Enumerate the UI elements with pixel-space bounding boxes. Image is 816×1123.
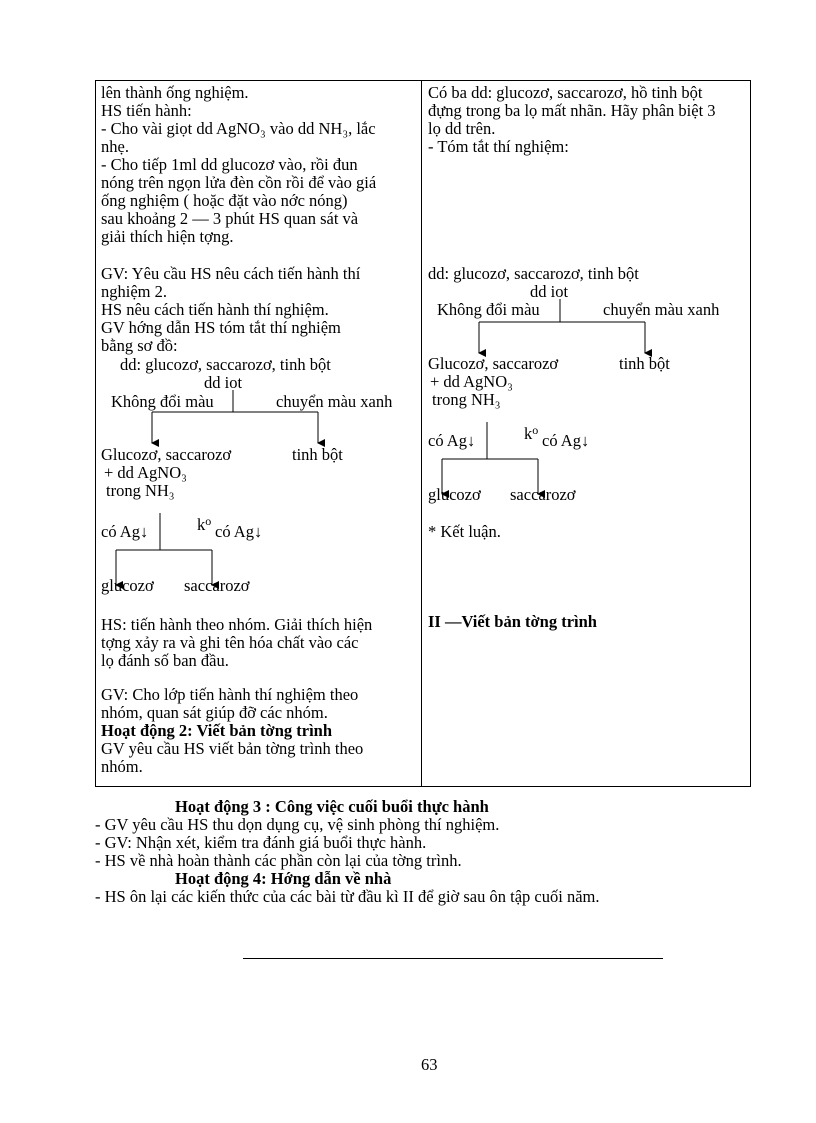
text-line: GV: Cho lớp tiến hành thí nghiệm theo bbox=[101, 685, 359, 704]
text-line: lọ đánh số ban đầu. bbox=[101, 651, 229, 670]
text-line: GV hớng dẫn HS tóm tắt thí nghiệm bbox=[101, 318, 341, 337]
diagram-sucrose: saccarozơ bbox=[510, 485, 576, 504]
text-line: nhóm, quan sát giúp đỡ các nhóm. bbox=[101, 703, 328, 722]
diagram-no-change: Không đổi màu bbox=[111, 392, 214, 411]
diagram-in-nh3: trong NH₃ bbox=[432, 390, 501, 409]
activity-2-heading: Hoạt động 2: Viết bản tờng trình bbox=[101, 721, 332, 740]
diagram-sucrose: saccarozơ bbox=[184, 576, 250, 595]
diagram-has-ag: có Ag↓ bbox=[101, 522, 149, 541]
separator-line bbox=[243, 958, 663, 959]
text-line: lên thành ống nghiệm. bbox=[101, 83, 249, 102]
text-line: - GV: Nhận xét, kiểm tra đánh giá buổi thực hành. bbox=[95, 833, 427, 852]
text-line: nghiệm 2. bbox=[101, 282, 167, 301]
diagram-starch: tinh bột bbox=[292, 445, 343, 464]
text-line: - Cho tiếp 1ml dd glucozơ vào, rồi đun bbox=[101, 155, 358, 174]
text-line: lọ dd trên. bbox=[428, 119, 496, 138]
text-line: HS: tiến hành theo nhóm. Giải thích hiện bbox=[101, 615, 373, 634]
no-ag-k: k bbox=[197, 515, 206, 534]
diagram-top: dd: glucozơ, saccarozơ, tinh bột bbox=[120, 355, 331, 374]
text-line: nhẹ. bbox=[101, 137, 129, 156]
text-line: tợng xảy ra và ghi tên hóa chất vào các bbox=[101, 633, 359, 652]
text-line: GV yêu cầu HS viết bản tờng trình theo bbox=[101, 739, 364, 758]
diagram-add-reagent: + dd AgNO₃ bbox=[104, 463, 187, 482]
diagram-add-reagent: + dd AgNO₃ bbox=[430, 372, 513, 391]
text-line: HS nêu cách tiến hành thí nghiệm. bbox=[101, 300, 329, 319]
diagram-no-change: Không đổi màu bbox=[437, 300, 540, 319]
diagram-blue: chuyển màu xanh bbox=[276, 392, 393, 411]
diagram-reagent: dd iot bbox=[204, 373, 243, 392]
diagram-no-ag: có Ag↓ bbox=[542, 431, 590, 450]
activity-4-heading: Hoạt động 4: Hớng dẫn về nhà bbox=[175, 869, 392, 888]
diagram-has-ag: có Ag↓ bbox=[428, 431, 476, 450]
text-line: HS tiến hành: bbox=[101, 101, 192, 120]
text-line: nóng trên ngọn lửa đèn cồn rồi để vào giá bbox=[101, 173, 377, 192]
no-ag-o: o bbox=[532, 423, 539, 437]
diagram-no-ag: có Ag↓ bbox=[215, 522, 263, 541]
text-line: đựng trong ba lọ mất nhãn. Hãy phân biệt 3 bbox=[428, 101, 716, 120]
text-line: - HS ôn lại các kiến thức của các bài từ đầu kì II để giờ sau ôn tập cuối năm. bbox=[95, 887, 600, 906]
text-line: - Tóm tắt thí nghiệm: bbox=[428, 137, 569, 156]
no-ag-o: o bbox=[205, 514, 212, 528]
text-line: ống nghiệm ( hoặc đặt vào nớc nóng) bbox=[101, 191, 348, 210]
diagram-starch: tinh bột bbox=[619, 354, 670, 373]
activity-3-lines bbox=[95, 816, 499, 870]
diagram-top: dd: glucozơ, saccarozơ, tinh bột bbox=[428, 264, 639, 283]
text-line: Có ba dd: glucozơ, saccarozơ, hồ tinh bột bbox=[428, 83, 703, 102]
diagram-glucose: glucozơ bbox=[101, 576, 154, 595]
no-ag-k: k bbox=[524, 424, 533, 443]
text-line: - GV yêu cầu HS thu dọn dụng cụ, vệ sinh phòng thí nghiệm. bbox=[95, 815, 500, 834]
diagram-in-nh3: trong NH₃ bbox=[106, 481, 175, 500]
diagram-reagent: dd iot bbox=[530, 282, 569, 301]
diagram-glucose: glucozơ bbox=[428, 485, 481, 504]
activity-3-heading: Hoạt động 3 : Công việc cuối buổi thực hành bbox=[175, 797, 489, 816]
section-2-heading: II —Viết bản tờng trình bbox=[428, 612, 597, 631]
conclusion-label: * Kết luận. bbox=[428, 522, 501, 541]
text-line: bằng sơ đồ: bbox=[101, 336, 178, 355]
text-line: - Cho vài giọt dd AgNO₃ vào dd NH₃, lắc bbox=[101, 119, 376, 138]
diagram-blue: chuyển màu xanh bbox=[603, 300, 720, 319]
diagram-group: Glucozơ, saccarozơ bbox=[101, 445, 232, 464]
text-line: - HS về nhà hoàn thành các phần còn lại của tờng trình. bbox=[95, 851, 462, 870]
text-line: giải thích hiện tợng. bbox=[101, 227, 234, 246]
page-number: 63 bbox=[421, 1055, 438, 1074]
text-line: GV: Yêu cầu HS nêu cách tiến hành thí bbox=[101, 264, 361, 283]
text-line: nhóm. bbox=[101, 757, 143, 776]
text-line: sau khoảng 2 — 3 phút HS quan sát và bbox=[101, 209, 359, 228]
diagram-group: Glucozơ, saccarozơ bbox=[428, 354, 559, 373]
